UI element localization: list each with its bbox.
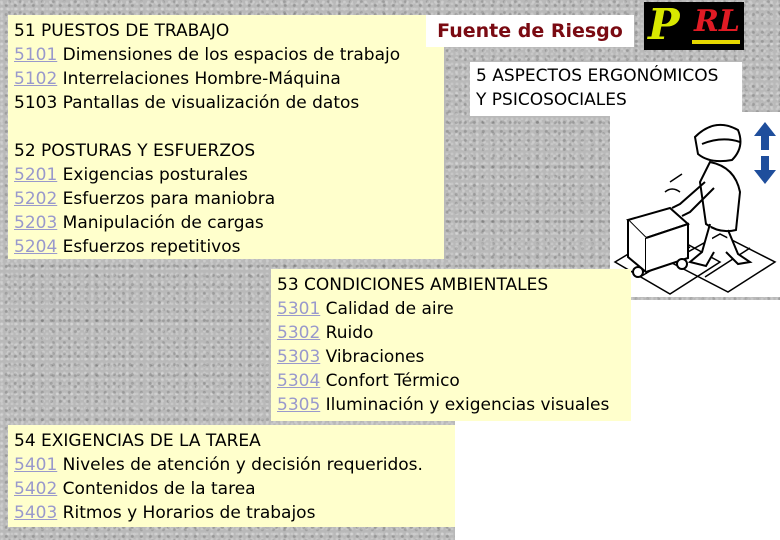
link-5301[interactable]: 5301 — [277, 299, 321, 319]
item-label: Pantallas de visualización de datos — [62, 93, 360, 113]
list-item-5102 — [14, 67, 438, 91]
list-item-5403 — [14, 501, 449, 525]
category-title-line1: 5 ASPECTOS ERGONÓMICOS — [476, 66, 719, 86]
item-label: Esfuerzos para maniobra — [62, 189, 276, 209]
right-white-panel — [620, 300, 780, 540]
logo-underline — [692, 40, 740, 44]
section-53-box — [271, 269, 631, 421]
spacer — [14, 115, 438, 139]
link-5202[interactable]: 5202 — [14, 189, 58, 209]
item-label: Vibraciones — [325, 347, 425, 367]
list-item-5401 — [14, 453, 449, 477]
section-51-52-box — [8, 15, 444, 259]
list-item-5305 — [277, 393, 625, 417]
fuente-de-riesgo-label: Fuente de Riesgo — [426, 15, 634, 47]
link-5303[interactable]: 5303 — [277, 347, 321, 367]
link-5102[interactable]: 5102 — [14, 69, 58, 89]
item-label: Calidad de aire — [325, 299, 454, 319]
link-5101[interactable]: 5101 — [14, 45, 58, 65]
link-5402[interactable]: 5402 — [14, 479, 58, 499]
item-label: Niveles de atención y decisión requeridos. — [62, 455, 423, 475]
item-label: Ruido — [325, 323, 374, 343]
list-item-5204 — [14, 235, 438, 259]
list-item-5201 — [14, 163, 438, 187]
link-5201[interactable]: 5201 — [14, 165, 58, 185]
link-5305[interactable]: 5305 — [277, 395, 321, 415]
list-item-5303 — [277, 345, 625, 369]
section-53-title: 53 CONDICIONES AMBIENTALES — [277, 275, 549, 295]
section-51-title: 51 PUESTOS DE TRABAJO — [14, 21, 230, 41]
item-label: Confort Térmico — [325, 371, 460, 391]
item-label: Contenidos de la tarea — [62, 479, 256, 499]
link-5403[interactable]: 5403 — [14, 503, 58, 523]
up-down-arrows-icon[interactable] — [752, 120, 778, 186]
list-item-5402 — [14, 477, 449, 501]
list-item-5203 — [14, 211, 438, 235]
list-item-5304 — [277, 369, 625, 393]
section-52-title: 52 POSTURAS Y ESFUERZOS — [14, 141, 256, 161]
item-label: Exigencias posturales — [62, 165, 248, 185]
link-5304[interactable]: 5304 — [277, 371, 321, 391]
item-label: Interrelaciones Hombre-Máquina — [62, 69, 341, 89]
logo-letters-rl: RL — [694, 4, 741, 39]
list-item-5103 — [14, 91, 438, 115]
category-title-box — [470, 62, 742, 116]
item-label: Iluminación y exigencias visuales — [325, 395, 610, 415]
list-item-5101 — [14, 43, 438, 67]
bottom-white-strip — [455, 421, 631, 540]
item-label: Manipulación de cargas — [62, 213, 264, 233]
list-item-5301 — [277, 297, 625, 321]
prl-logo — [644, 2, 744, 50]
item-label: Dimensiones de los espacios de trabajo — [62, 45, 401, 65]
item-label: Esfuerzos repetitivos — [62, 237, 241, 257]
list-item-5202 — [14, 187, 438, 211]
category-title-line2: Y PSICOSOCIALES — [476, 90, 627, 110]
section-54-box — [8, 425, 455, 527]
item-label: Ritmos y Horarios de trabajos — [62, 503, 316, 523]
list-item-5302 — [277, 321, 625, 345]
section-54-title: 54 EXIGENCIAS DE LA TAREA — [14, 431, 261, 451]
link-5302[interactable]: 5302 — [277, 323, 321, 343]
code-5103: 5103 — [14, 93, 58, 113]
link-5401[interactable]: 5401 — [14, 455, 58, 475]
logo-letter-p: P — [648, 0, 680, 49]
link-5203[interactable]: 5203 — [14, 213, 58, 233]
arrows-svg — [752, 120, 778, 186]
link-5204[interactable]: 5204 — [14, 237, 58, 257]
